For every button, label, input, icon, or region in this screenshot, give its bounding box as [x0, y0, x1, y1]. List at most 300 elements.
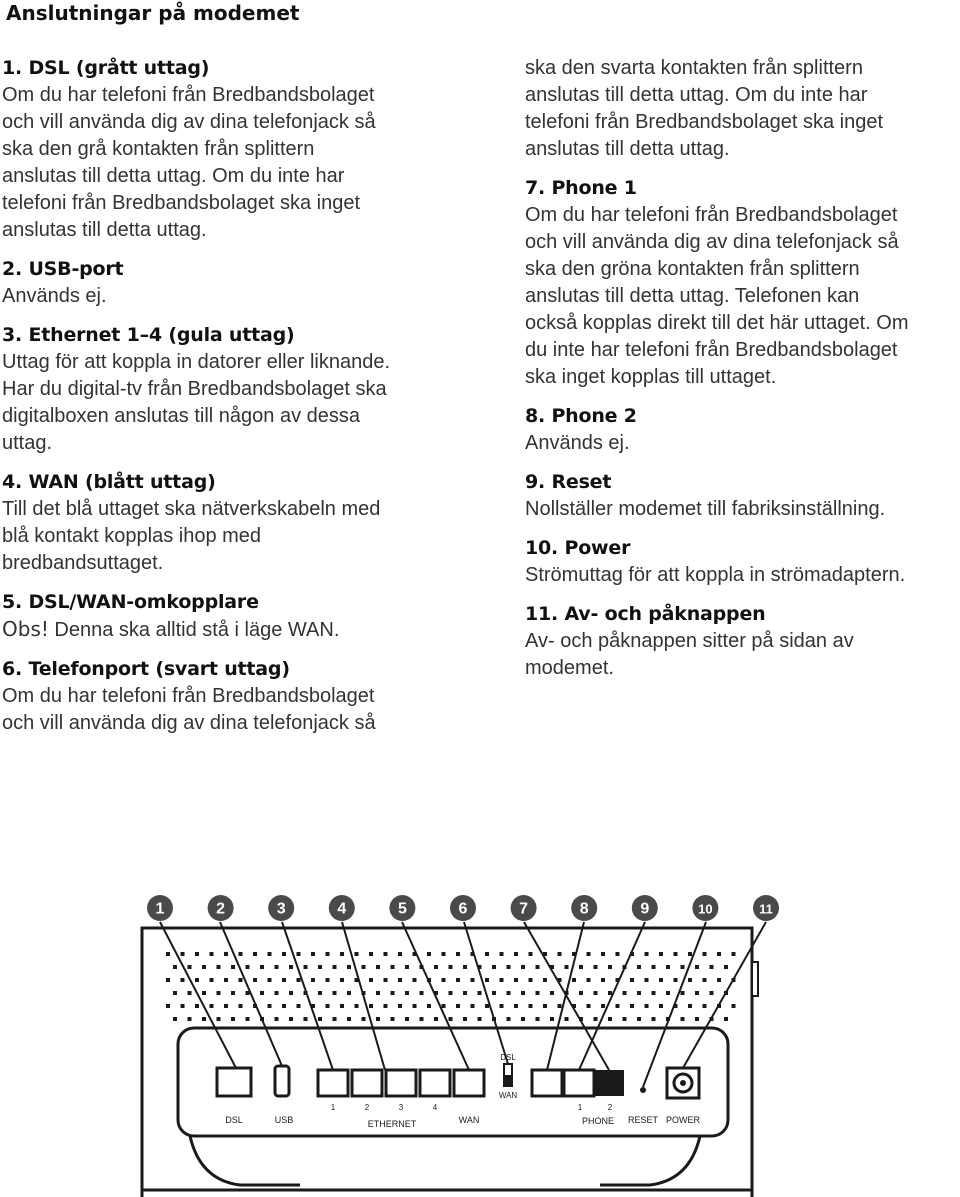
vent-hole: [616, 1004, 620, 1008]
vent-hole: [166, 952, 170, 956]
vent-hole: [304, 1017, 308, 1021]
vent-hole: [637, 991, 641, 995]
vent-hole: [260, 965, 264, 969]
vent-hole: [514, 952, 518, 956]
vent-hole: [347, 965, 351, 969]
vent-hole: [514, 978, 518, 982]
vent-hole: [645, 1004, 649, 1008]
vent-hole: [384, 978, 388, 982]
section-line: Används ej.: [525, 432, 630, 454]
vent-hole: [246, 1017, 250, 1021]
vent-hole: [239, 978, 243, 982]
callout-number: 7: [519, 900, 529, 918]
vent-hole: [311, 978, 315, 982]
vent-hole: [376, 991, 380, 995]
vent-hole: [674, 978, 678, 982]
section-line: Om du har telefoni från Bredbandsbolaget: [525, 204, 898, 226]
callout-2: [208, 895, 234, 921]
vent-hole: [289, 1017, 293, 1021]
vent-hole: [594, 1017, 598, 1021]
callout-8: [571, 895, 597, 921]
label-phone: PHONE: [581, 1116, 615, 1126]
section-line: Nollställer modemet till fabriksinställning.: [525, 498, 886, 520]
vent-hole: [550, 1017, 554, 1021]
vent-hole: [507, 965, 511, 969]
callout-markers: [147, 895, 779, 921]
vent-hole: [579, 991, 583, 995]
vent-hole: [166, 978, 170, 982]
vent-hole: [652, 1017, 656, 1021]
vent-hole: [239, 1004, 243, 1008]
section-heading: 4. WAN (blått uttag): [2, 471, 216, 493]
vent-hole: [695, 965, 699, 969]
vent-hole: [224, 978, 228, 982]
vent-hole: [398, 978, 402, 982]
vent-hole: [413, 978, 417, 982]
vent-hole: [565, 965, 569, 969]
vent-hole: [492, 965, 496, 969]
vent-hole: [529, 952, 533, 956]
section-line: Om du har telefoni från Bredbandsbolaget: [2, 84, 375, 106]
callout-6: [450, 895, 476, 921]
vent-hole: [369, 978, 373, 982]
vent-hole: [188, 965, 192, 969]
callout-number: 1: [155, 900, 165, 918]
label-eth-3: 3: [398, 1103, 404, 1112]
vent-hole: [340, 978, 344, 982]
label-switch-wan: WAN: [498, 1091, 518, 1100]
ethernet-port-1: [318, 1070, 348, 1096]
label-dsl: DSL: [225, 1115, 243, 1125]
vent-hole: [645, 952, 649, 956]
ethernet-port-4: [420, 1070, 450, 1096]
section: [2, 655, 442, 737]
vent-hole: [608, 965, 612, 969]
vent-hole: [231, 965, 235, 969]
vent-hole: [391, 991, 395, 995]
vent-hole: [297, 1004, 301, 1008]
vent-hole: [492, 991, 496, 995]
vent-hole: [507, 1017, 511, 1021]
vent-hole: [202, 991, 206, 995]
section: [2, 468, 442, 577]
vent-hole: [688, 978, 692, 982]
section-heading: 1. DSL (grått uttag): [2, 57, 210, 79]
label-usb: USB: [274, 1115, 294, 1125]
right-column: [525, 55, 960, 693]
vent-hole: [384, 1004, 388, 1008]
callout-number: 2: [216, 900, 226, 918]
vent-hole: [217, 991, 221, 995]
page-title: Anslutningar på modemet: [6, 1, 300, 25]
vent-hole: [427, 1004, 431, 1008]
section-line: ska den svarta kontakten från splittern: [525, 57, 863, 79]
vent-hole: [333, 1017, 337, 1021]
usb-port: [275, 1066, 289, 1096]
vent-hole: [355, 952, 359, 956]
vent-hole: [420, 991, 424, 995]
vent-hole: [275, 991, 279, 995]
section-line: Om du har telefoni från Bredbandsbolaget: [2, 685, 375, 707]
vent-hole: [463, 965, 467, 969]
section-line: bredbandsuttaget.: [2, 552, 164, 574]
modem-back-panel-figure: [0, 880, 960, 1197]
callout-leader-lines: [160, 922, 766, 1087]
vent-hole: [333, 965, 337, 969]
vent-hole: [442, 952, 446, 956]
section-heading: 10. Power: [525, 537, 631, 559]
section-line: och vill använda dig av dina telefonjack så: [2, 111, 376, 133]
vent-hole: [500, 1004, 504, 1008]
callout-number: 10: [698, 901, 713, 917]
vent-hole: [282, 952, 286, 956]
callout-5: [389, 895, 415, 921]
vent-hole: [449, 1017, 453, 1021]
vent-hole: [536, 991, 540, 995]
vent-hole: [376, 1017, 380, 1021]
vent-hole: [652, 965, 656, 969]
vent-hole: [188, 1017, 192, 1021]
vent-hole: [630, 978, 634, 982]
vent-hole: [674, 952, 678, 956]
vent-hole: [543, 1004, 547, 1008]
vent-hole: [188, 991, 192, 995]
section: [525, 174, 960, 391]
vent-hole: [202, 965, 206, 969]
vent-hole: [362, 965, 366, 969]
section-line: och vill använda dig av dina telefonjack så: [2, 712, 376, 734]
label-eth-4: 4: [432, 1103, 438, 1112]
vent-hole: [289, 991, 293, 995]
vent-hole: [681, 965, 685, 969]
section-line: ska inget kopplas till uttaget.: [525, 366, 777, 388]
vent-hole: [268, 1004, 272, 1008]
vent-hole: [521, 1017, 525, 1021]
vent-hole: [601, 978, 605, 982]
vent-hole: [224, 1004, 228, 1008]
vent-hole: [442, 1004, 446, 1008]
vent-hole: [637, 965, 641, 969]
vent-hole: [550, 991, 554, 995]
section-line: ska den gröna kontakten från splittern: [525, 258, 860, 280]
vent-hole: [275, 1017, 279, 1021]
callout-4: [329, 895, 355, 921]
vent-hole: [347, 991, 351, 995]
vent-hole: [231, 991, 235, 995]
section-line: digitalboxen anslutas till någon av dessa: [2, 405, 361, 427]
callout-number: 4: [337, 900, 347, 918]
vent-hole: [587, 1004, 591, 1008]
vent-hole: [398, 952, 402, 956]
label-reset: RESET: [627, 1115, 659, 1125]
vent-hole: [347, 1017, 351, 1021]
section-line: anslutas till detta uttag.: [2, 219, 207, 241]
callout-number: 5: [397, 900, 407, 918]
vent-hole: [326, 978, 330, 982]
vent-hole: [376, 965, 380, 969]
vent-hole: [724, 1017, 728, 1021]
phone-port-1: [532, 1070, 562, 1096]
vent-hole: [210, 1004, 214, 1008]
vent-hole: [369, 1004, 373, 1008]
section-line: också kopplas direkt till det här uttaget. Om: [525, 312, 909, 334]
label-wan: WAN: [458, 1115, 480, 1125]
vent-hole: [703, 952, 707, 956]
vent-hole: [623, 991, 627, 995]
vent-hole: [210, 978, 214, 982]
section-line: Har du digital-tv från Bredbandsbolaget ska: [2, 378, 387, 400]
vent-hole: [478, 991, 482, 995]
vent-hole: [601, 1004, 605, 1008]
callout-number: 6: [458, 900, 468, 918]
section-line: modemet.: [525, 657, 614, 679]
vent-hole: [529, 1004, 533, 1008]
vent-hole: [579, 965, 583, 969]
vent-hole: [166, 1004, 170, 1008]
callout-1: [147, 895, 173, 921]
vent-hole: [420, 1017, 424, 1021]
vent-hole: [405, 1017, 409, 1021]
vent-hole: [485, 952, 489, 956]
vent-hole: [434, 965, 438, 969]
vent-hole: [695, 991, 699, 995]
label-phone-2: 2: [607, 1103, 613, 1112]
callout-7: [511, 895, 537, 921]
vent-hole: [405, 965, 409, 969]
vent-hole: [616, 952, 620, 956]
section-line: telefoni från Bredbandsbolaget ska inget: [525, 111, 884, 133]
vent-hole: [507, 991, 511, 995]
vent-hole: [500, 952, 504, 956]
side-power-button: [752, 962, 758, 996]
vent-hole: [442, 978, 446, 982]
dsl-port: [217, 1068, 251, 1096]
vent-hole: [688, 1004, 692, 1008]
section-line: anslutas till detta uttag.: [525, 138, 730, 160]
ports: [217, 1064, 699, 1098]
vent-hole: [558, 1004, 562, 1008]
section-line: uttag.: [2, 432, 53, 454]
vent-hole: [398, 1004, 402, 1008]
vent-hole: [703, 1004, 707, 1008]
vent-hole: [449, 965, 453, 969]
section: [2, 54, 442, 244]
vent-hole: [231, 1017, 235, 1021]
section-heading: 6. Telefonport (svart uttag): [2, 658, 290, 680]
vent-hole: [246, 965, 250, 969]
callout-3: [268, 895, 294, 921]
vent-hole: [195, 1004, 199, 1008]
vent-hole: [623, 1017, 627, 1021]
vent-hole: [659, 978, 663, 982]
vent-hole: [297, 952, 301, 956]
vent-hole: [239, 952, 243, 956]
section-line: anslutas till detta uttag. Om du inte har: [2, 165, 345, 187]
section-heading: 7. Phone 1: [525, 177, 637, 199]
vent-hole: [608, 991, 612, 995]
vent-hole: [318, 991, 322, 995]
callout-9: [632, 895, 658, 921]
vent-hole: [224, 952, 228, 956]
section-line: telefoni från Bredbandsbolaget ska inget: [2, 192, 361, 214]
vent-hole: [645, 978, 649, 982]
vent-hole: [311, 952, 315, 956]
vent-hole: [521, 991, 525, 995]
vent-hole: [340, 1004, 344, 1008]
section-line: [2, 616, 442, 644]
vent-hole: [695, 1017, 699, 1021]
callout-number: 8: [579, 900, 589, 918]
vent-hole: [173, 1017, 177, 1021]
vent-hole: [500, 978, 504, 982]
label-eth-1: 1: [330, 1103, 336, 1112]
vent-hole: [456, 978, 460, 982]
section-heading: 2. USB-port: [2, 258, 124, 280]
vent-hole: [471, 978, 475, 982]
callout-number: 11: [759, 901, 773, 917]
vent-hole: [558, 952, 562, 956]
vent-hole: [304, 965, 308, 969]
vent-hole: [652, 991, 656, 995]
vent-hole: [253, 978, 257, 982]
vent-hole: [703, 978, 707, 982]
vent-hole: [659, 1004, 663, 1008]
section-line: blå kontakt kopplas ihop med: [2, 525, 262, 547]
left-column: [2, 54, 442, 748]
vent-hole: [536, 1017, 540, 1021]
vent-hole: [434, 1017, 438, 1021]
vent-hole: [260, 991, 264, 995]
vent-hole: [587, 978, 591, 982]
ventilation-grid: [166, 952, 736, 1021]
vent-hole: [413, 1004, 417, 1008]
label-switch-dsl: DSL: [500, 1053, 516, 1062]
callout-number: 3: [276, 900, 286, 918]
vent-hole: [717, 952, 721, 956]
vent-hole: [427, 952, 431, 956]
section: [2, 255, 442, 310]
vent-hole: [181, 978, 185, 982]
vent-hole: [210, 952, 214, 956]
vent-hole: [463, 1017, 467, 1021]
vent-hole: [594, 965, 598, 969]
obs-label: Obs!: [2, 617, 49, 641]
vent-hole: [217, 1017, 221, 1021]
vent-hole: [630, 1004, 634, 1008]
label-eth-2: 2: [364, 1103, 370, 1112]
obs-text: Denna ska alltid stå i läge WAN.: [48, 619, 340, 641]
vent-hole: [326, 952, 330, 956]
vent-hole: [318, 1017, 322, 1021]
section-heading: 3. Ethernet 1–4 (gula uttag): [2, 324, 295, 346]
vent-hole: [449, 991, 453, 995]
vent-hole: [173, 991, 177, 995]
vent-hole: [326, 1004, 330, 1008]
section-line: ska den grå kontakten från splittern: [2, 138, 315, 160]
vent-hole: [536, 965, 540, 969]
vent-hole: [391, 1017, 395, 1021]
vent-hole: [384, 952, 388, 956]
callout-11: [753, 895, 779, 921]
vent-hole: [485, 1004, 489, 1008]
section: [525, 534, 960, 589]
phone-port-2: [564, 1070, 594, 1096]
vent-hole: [717, 978, 721, 982]
vent-hole: [601, 952, 605, 956]
ethernet-port-3: [386, 1070, 416, 1096]
vent-hole: [543, 978, 547, 982]
section-line: anslutas till detta uttag. Telefonen kan: [525, 285, 860, 307]
vent-hole: [289, 965, 293, 969]
vent-hole: [195, 978, 199, 982]
section-line: Används ej.: [2, 285, 107, 307]
vent-hole: [173, 965, 177, 969]
vent-hole: [268, 978, 272, 982]
vent-hole: [456, 952, 460, 956]
section: [525, 55, 960, 163]
section-heading: 5. DSL/WAN-omkopplare: [2, 591, 259, 613]
vent-hole: [732, 952, 736, 956]
vent-hole: [456, 1004, 460, 1008]
section-line: Strömuttag för att koppla in strömadaptern.: [525, 564, 906, 586]
vent-hole: [681, 1017, 685, 1021]
vent-hole: [463, 991, 467, 995]
vent-hole: [181, 952, 185, 956]
label-phone-1: 1: [577, 1103, 583, 1112]
callout-number: 9: [640, 900, 650, 918]
vent-hole: [710, 965, 714, 969]
vent-hole: [478, 1017, 482, 1021]
vent-hole: [681, 991, 685, 995]
vent-hole: [275, 965, 279, 969]
section-heading: 11. Av- och påknappen: [525, 603, 766, 625]
vent-hole: [355, 1004, 359, 1008]
wan-port: [454, 1070, 484, 1096]
vent-hole: [666, 965, 670, 969]
vent-hole: [471, 1004, 475, 1008]
label-power: POWER: [665, 1115, 701, 1125]
vent-hole: [608, 1017, 612, 1021]
section-line: du inte har telefoni från Bredbandsbolaget: [525, 339, 898, 361]
vent-hole: [529, 978, 533, 982]
ethernet-port-2: [352, 1070, 382, 1096]
vent-hole: [369, 952, 373, 956]
vent-hole: [485, 978, 489, 982]
vent-hole: [391, 965, 395, 969]
vent-hole: [637, 1017, 641, 1021]
vent-hole: [282, 1004, 286, 1008]
section-line: Till det blå uttaget ska nätverkskabeln med: [2, 498, 381, 520]
callout-10: [692, 895, 718, 921]
section-line: Av- och påknappen sitter på sidan av: [525, 630, 854, 652]
vent-hole: [217, 965, 221, 969]
vent-hole: [181, 1004, 185, 1008]
vent-hole: [253, 952, 257, 956]
section: [525, 600, 960, 682]
vent-hole: [594, 991, 598, 995]
vent-hole: [587, 952, 591, 956]
section: [2, 588, 442, 644]
vent-hole: [666, 991, 670, 995]
section-line: Uttag för att koppla in datorer eller liknande.: [2, 351, 390, 373]
vent-hole: [688, 952, 692, 956]
section-line: och vill använda dig av dina telefonjack så: [525, 231, 899, 253]
vent-hole: [572, 978, 576, 982]
vent-hole: [268, 952, 272, 956]
vent-hole: [362, 1017, 366, 1021]
vent-hole: [333, 991, 337, 995]
section-line: anslutas till detta uttag. Om du inte har: [525, 84, 868, 106]
